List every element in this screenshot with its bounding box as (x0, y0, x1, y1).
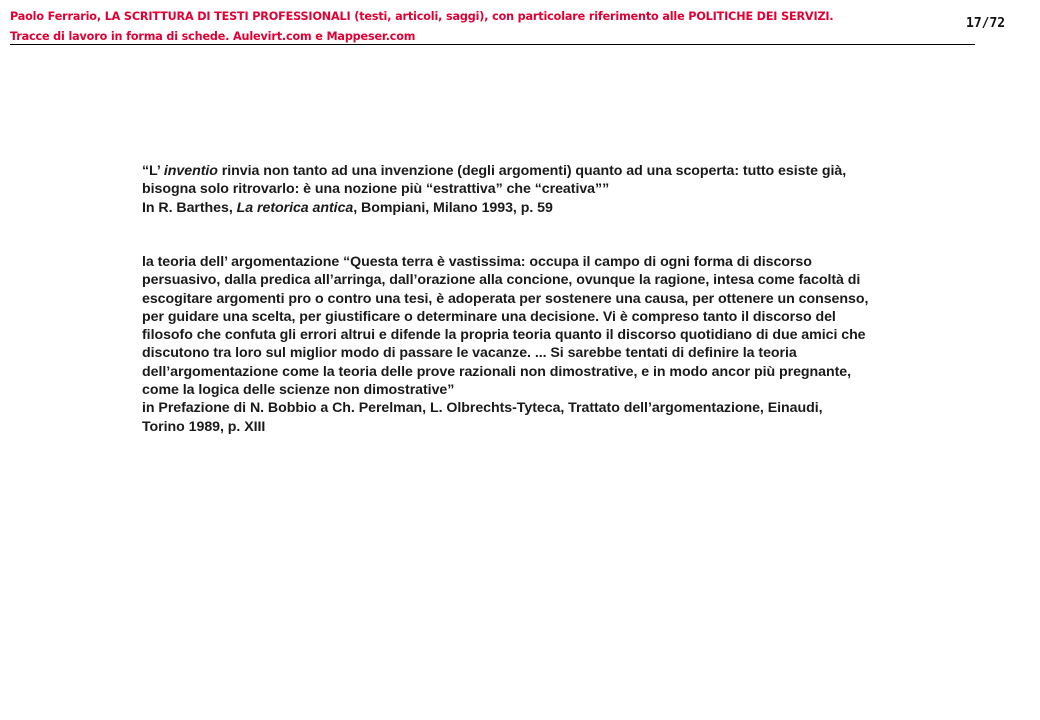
citation-book-title: La retorica antica (236, 199, 354, 216)
citation-text: , Bompiani, Milano 1993, p. 59 (353, 199, 553, 216)
citation-line: Torino 1989, p. XIII (142, 418, 266, 435)
page-header (10, 7, 975, 45)
page-number: 17/72 (966, 16, 1006, 31)
quote-text: rinvia non tanto ad una invenzione (degli argomenti) quanto ad una scoperta: tutto esiste già, (217, 163, 847, 179)
quote-italic-term: inventio (163, 163, 218, 179)
quote-line (142, 162, 892, 180)
bobbio-quote (142, 253, 892, 436)
quote-line: escogitare argomenti pro o contro una tesi, è adoperata per sostenere una causa, per ottenere un consenso, (142, 290, 869, 307)
quote-line: bisogna solo ritrovarlo: è una nozione più “estrattiva” che “creativa”” (142, 181, 610, 198)
barthes-quote (142, 162, 892, 217)
header-title-line: Paolo Ferrario, LA SCRITTURA DI TESTI PROFESSIONALI (testi, articoli, saggi), con particolare riferimento alle POLITICHE DEI SERVIZI. (10, 10, 834, 23)
quote-line: per guidare una scelta, per giustificare o determinare una decisione. Vi è compreso tanto il discorso del (142, 308, 836, 325)
quote-line: discutono tra loro sul miglior modo di passare le vacanze. ... Si sarebbe tentati di definire la teoria (142, 345, 797, 362)
quote-line: come la logica delle scienze non dimostrative” (142, 382, 455, 399)
citation-line: in Prefazione di N. Bobbio a Ch. Perelman, L. Olbrechts-Tyteca, Trattato dell’argomentazione, Einaudi, (142, 400, 823, 417)
citation-text: In R. Barthes, (142, 199, 237, 216)
quote-line: dell’argomentazione come la teoria delle prove razionali non dimostrative, e in modo ancor più pregnante, (142, 363, 852, 380)
header-subtitle-line: Tracce di lavoro in forma di schede. Aulevirt.com e Mappeser.com (10, 30, 416, 43)
quote-line: persuasivo, dalla predica all’arringa, dall’orazione alla concione, ovunque la ragione, intesa come facoltà di (142, 272, 861, 289)
quote-line: la teoria dell’ argomentazione “Questa terra è vastissima: occupa il campo di ogni forma di discorso (142, 254, 812, 270)
quote-line: filosofo che confuta gli errori altrui e difende la propria teoria quanto il discorso quotidiano di due amici che (142, 327, 866, 344)
citation-line (142, 199, 892, 217)
quote-text: “L’ (142, 163, 164, 179)
